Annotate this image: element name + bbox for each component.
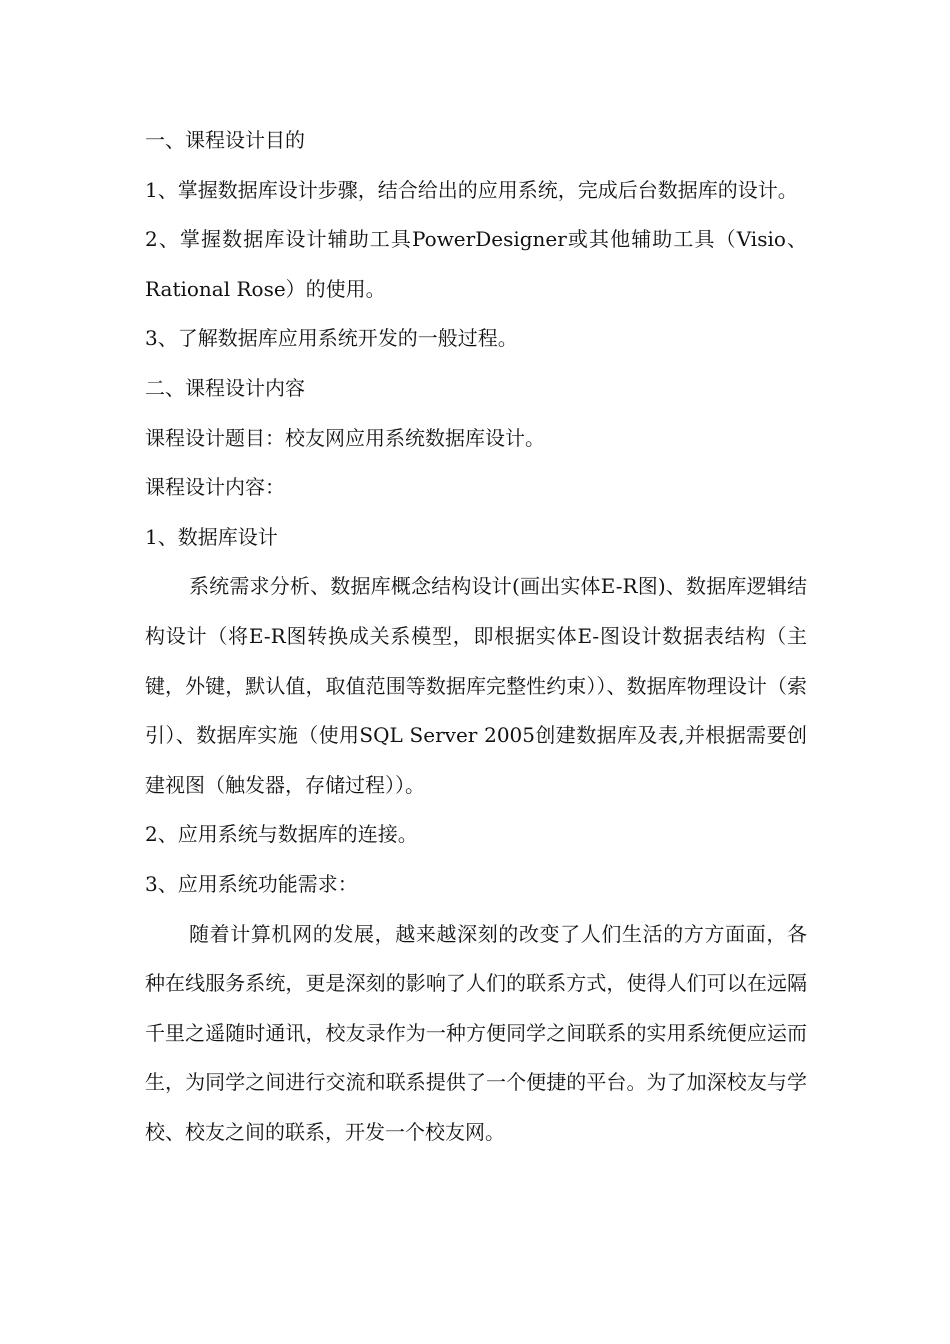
content-item-1-title: 1、数据库设计 [145, 524, 278, 549]
content-item-2-title: 2、应用系统与数据库的连接。 [145, 822, 418, 847]
content-item-3-body: 随着计算机网的发展，越来越深刻的改变了人们生活的方方面面，各种在线服务系统，更是深刻的影响了人们的联系方式，使得人们可以在远隔千里之遥随时通讯，校友录作为一种方便同学之间联系的实用系统便应运而生，为同学之间进行交流和联系提供了一个便捷的平台。为了加深校友与学校、校友之间的联系，开发一个校友网。 [145, 921, 807, 1144]
purpose-item-1: 1、掌握数据库设计步骤，结合给出的应用系统，完成后台数据库的设计。 [145, 177, 798, 202]
content-item-3-title: 3、应用系统功能需求： [145, 871, 358, 896]
purpose-item-3: 3、了解数据库应用系统开发的一般过程。 [145, 326, 518, 351]
heading-purpose: 一、课程设计目的 [145, 128, 305, 152]
document-body [145, 116, 807, 1157]
heading-content: 二、课程设计内容 [145, 375, 305, 400]
purpose-item-2: 2、掌握数据库设计辅助工具PowerDesigner或其他辅助工具（Visio、Rational Rose）的使用。 [145, 227, 807, 301]
content-item-1-body: 系统需求分析、数据库概念结构设计(画出实体E-R图)、数据库逻辑结构设计（将E-R图转换成关系模型，即根据实体E-图设计数据表结构（主键，外键，默认值，取值范围等数据库完整性约束））、数据库物理设计（索引）、数据库实施（使用SQL Server 2005创建数据库及表,并根据需要创建视图（触发器，存储过程））。 [145, 574, 807, 797]
content-label: 课程设计内容： [145, 475, 285, 500]
design-topic: 课程设计题目：校友网应用系统数据库设计。 [145, 425, 545, 450]
